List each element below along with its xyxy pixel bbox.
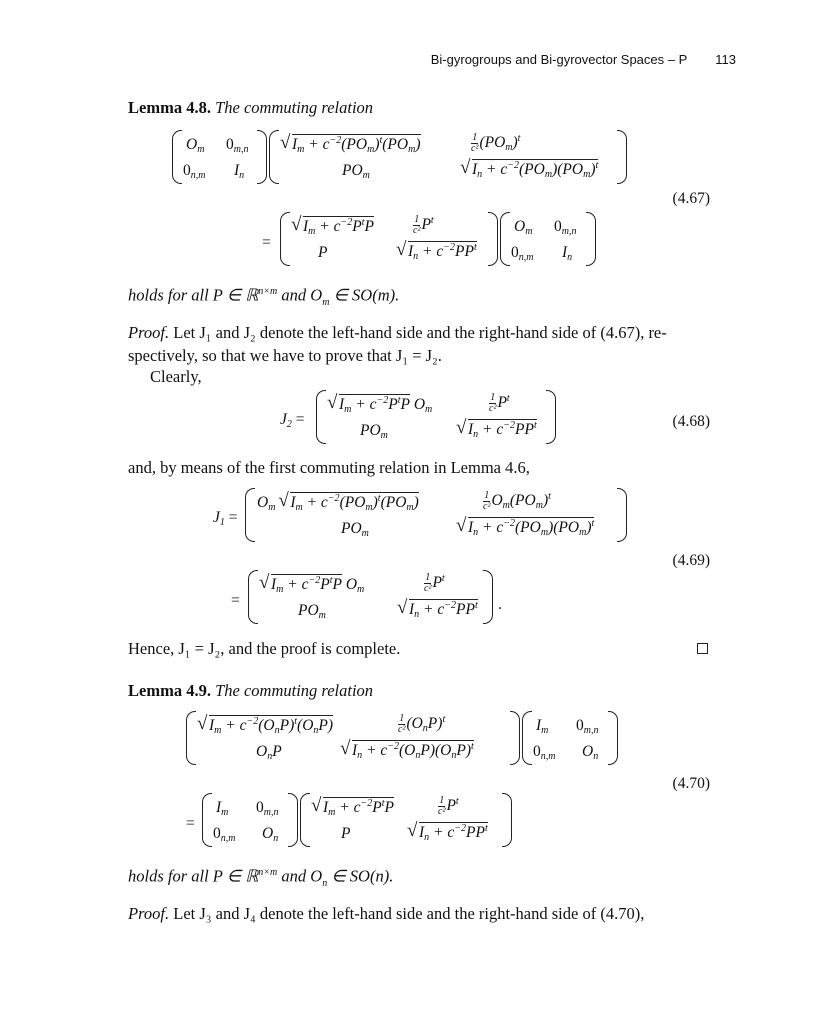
lemma-statement: The commuting relation xyxy=(215,98,374,117)
matrix-bi-gyro-p-2: √ $Im + c^{-2}P^tP$ $\frac{1}{\text{c²}}$ $P^t$ P √ $In + c^{-2}PP^t$ xyxy=(300,793,512,847)
qed-box-icon xyxy=(697,643,708,654)
proof-by-means: and, by means of the first commuting relation in Lemma 4.6, xyxy=(128,458,530,477)
proof-4-9-line1: Proof. Let J₃ and J₄ denote the left-hand side and the right-hand side of (4.70), xyxy=(128,904,645,923)
running-title: Bi-gyrogroups and Bi-gyrovector Spaces – P xyxy=(430,52,688,67)
matrix-j1-simplified: √ $Im + c^{-2}P^tP$ Om $\frac{1}{\text{c²}}$ $P^t$ POm √ $In + c^{-2}PP^t$ xyxy=(248,570,493,624)
eq-number-4-68: (4.68) xyxy=(672,413,710,430)
eq-number-4-67: (4.67) xyxy=(672,190,710,207)
matrix-on-block: Im 0m,n 0n,m On xyxy=(522,711,618,765)
proof-4-8-line1: Proof. Let J₁ and J₂ denote the left-hand side and the right-hand side of (4.67), re- xyxy=(128,323,667,342)
proof-label: Proof. xyxy=(128,323,170,342)
matrix-j2: √ $Im + c^{-2}P^tP$ Om $\frac{1}{\text{c²}}$ $P^t$ POm √ $In + c^{-2}PP^t$ xyxy=(316,390,556,444)
matrix-bi-gyro-p: √ $Im + c^{-2}P^tP$ $\frac{1}{\text{c²}}$ $P^t$ P √ $In + c^{-2}PP^t$ xyxy=(280,212,498,266)
matrix-bi-gyro-onp: √ $Im + c^{-2}(OnP)^t(OnP)$ $\frac{1}{\text{c²}}$ (OnP)$^t$ OnP √ $In + c^{-2}(OnP)(OnP)^t$ xyxy=(186,711,520,765)
running-header xyxy=(431,52,736,67)
proof-label: Proof. xyxy=(128,904,170,923)
matrix-j1: Om √ $Im + c^{-2}(POm)^t(POm)$ $\frac{1}{\text{c²}}$ Om(POm)$^t$ POm √ $In + c^{-2}(POm)(POm)^t$ xyxy=(245,488,627,542)
page-number: 113 xyxy=(715,52,736,67)
matrix-on-block-left: Im 0m,n 0n,m On xyxy=(202,793,298,847)
lemma-4-8-heading xyxy=(128,98,373,118)
matrix-o-block: Om 0m,n 0n,m In xyxy=(172,130,267,184)
matrix-o-block-right: Om 0m,n 0n,m In xyxy=(500,212,596,266)
lemma-label: Lemma 4.9. xyxy=(128,681,211,700)
proof-clearly: Clearly, xyxy=(150,367,202,386)
book-page: Bi-gyrogroups and Bi-gyrovector Spaces – P 113 Lemma 4.8. The commuting relation Om 0m,n 0n,m In √ $Im + c^{-2}(POm)^t(POm)$ $\frac{1}{\text{c²}}$ (POm)$^t$ POm √ $In + c^{-2}(POm)(POm)^t$ (4.67) = √ $Im + c^{-2}P^tP$ $\frac{1}{\text{c²}}$ $P^t$ P √ $In + c^{-2}PP^t$ Om 0m,n 0n,m In holds for all P ∈ ℝ$^{n\times m}$ and $O_m$ ∈ SO(m). Proof. Let J₁ and J₂ denote the left-hand side and the right-hand side of (4.67), re- spectively, so that we have to prove that J₁ = J₂. Clearly, J2 = √ $Im + c^{-2}P^tP$ Om $\frac{1}{\text{c²}}$ $P^t$ POm √ $In + c^{-2}PP^t$ (4.68) and, by means of the first commuting relation in Lemma 4.6, J1 = Om √ $Im + c^{-2}(POm)^t(POm)$ $\frac{1}{\text{c²}}$ Om(POm)$^t$ POm √ $In + c^{-2}(POm)(POm)^t$ (4.69) = √ $Im + c^{-2}P^tP$ Om $\frac{1}{\text{c²}}$ $P^t$ POm √ $In + c^{-2}PP^t$ . Hence, J₁ = J₂, and the proof is complete. Lemma 4.9. The commuting relation √ $Im + c^{-2}(OnP)^t(OnP)$ $\frac{1}{\text{c²}}$ (OnP)$^t$ OnP √ $In + c^{-2}(OnP)(OnP)^t$ Im 0m,n 0n,m On (4.70) = Im 0m,n 0n,m On √ $Im + c^{-2}P^tP$ $\frac{1}{\text{c²}}$ $P^t$ P √ $In + c^{-2}PP^t$ holds for all P ∈ ℝ$^{n\times m}$ and $O_n$ ∈ SO(n). Proof. Let J₃ and J₄ denote the left-hand side and the right-hand side of (4.70), xyxy=(0,0,832,1024)
lemma-label: Lemma 4.8. xyxy=(128,98,211,117)
eq-number-4-69: (4.69) xyxy=(672,552,710,569)
lemma-4-8-holds: holds for all P ∈ ℝ$^{n\times m}$ and $O_m$ ∈ SO(m). xyxy=(128,285,400,308)
matrix-bi-gyro-pom: √ $Im + c^{-2}(POm)^t(POm)$ $\frac{1}{\text{c²}}$ (POm)$^t$ POm √ $In + c^{-2}(POm)(POm)^t$ xyxy=(269,130,627,184)
lemma-4-9-heading xyxy=(128,681,373,701)
proof-4-8-line2: spectively, so that we have to prove that J₁ = J₂. xyxy=(128,346,442,365)
eq-number-4-70: (4.70) xyxy=(672,775,710,792)
lemma-statement: The commuting relation xyxy=(215,681,374,700)
proof-hence: Hence, J₁ = J₂, and the proof is complete. xyxy=(128,639,401,658)
lemma-4-9-holds: holds for all P ∈ ℝ$^{n\times m}$ and $O_n$ ∈ SO(n). xyxy=(128,866,394,889)
